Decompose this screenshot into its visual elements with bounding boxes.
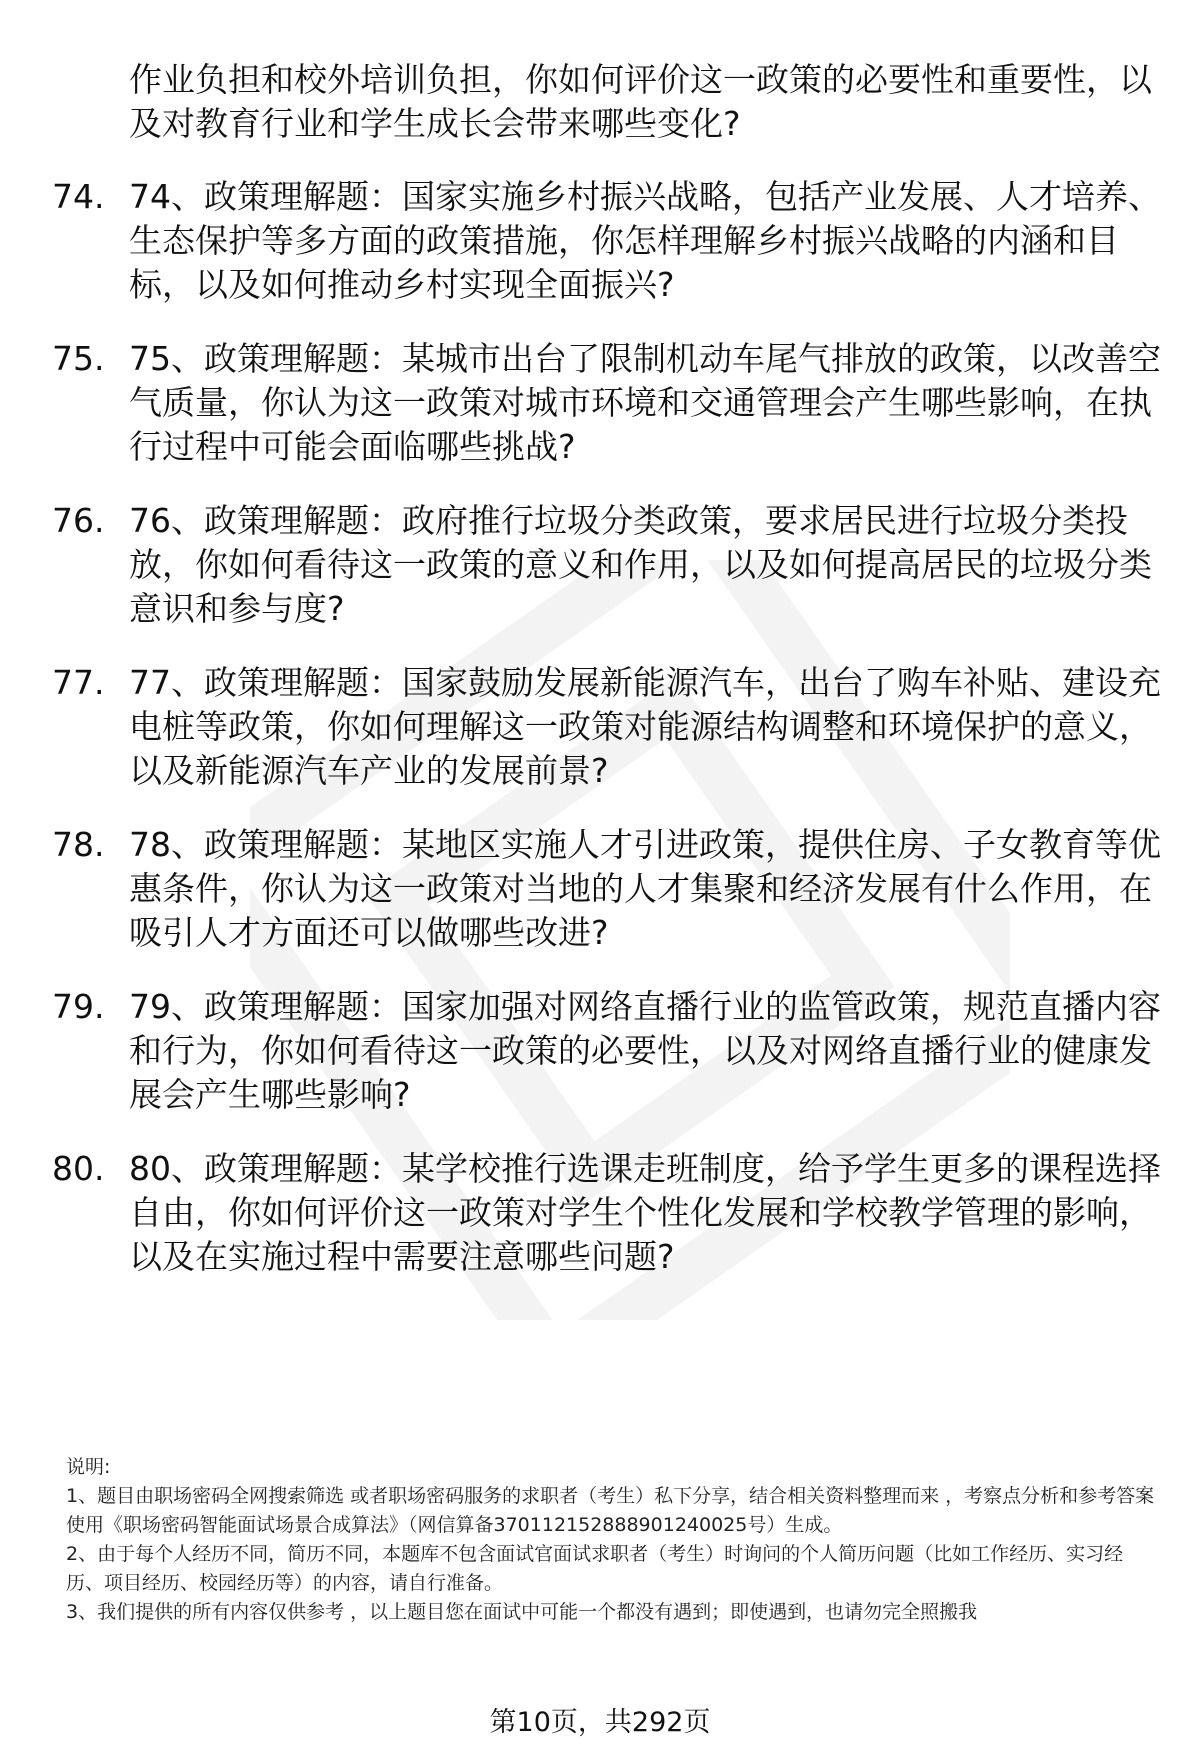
question-number: 76. — [52, 501, 105, 540]
question-number: 78. — [52, 825, 105, 864]
question-text: 74、政策理解题：国家实施乡村振兴战略，包括产业发展、人才培养、生态保护等多方面的政策措施，你怎样理解乡村振兴战略的内涵和目标，以及如何推动乡村实现全面振兴? — [129, 177, 1161, 304]
note-item: 1、题目由职场密码全网搜索筛选 或者职场密码服务的求职者（考生）私下分享，结合相关资料整理而来 ，考察点分析和参考答案使用《职场密码智能面试场景合成算法》（网信算备370112152888901240025号）生成。 — [66, 1485, 1155, 1536]
question-number: 79. — [52, 987, 105, 1026]
question-text: 75、政策理解题：某城市出台了限制机动车尾气排放的政策，以改善空气质量，你认为这一政策对城市环境和交通管理会产生哪些影响，在执行过程中可能会面临哪些挑战? — [129, 339, 1161, 466]
page-number: 第10页，共292页 — [489, 1707, 711, 1738]
note-item: 2、由于每个人经历不同，简历不同，本题库不包含面试官面试求职者（考生）时询问的个人简历问题（比如工作经历、实习经历、项目经历、校园经历等）的内容，请自行准备。 — [66, 1543, 1124, 1594]
question-text: 76、政策理解题：政府推行垃圾分类政策，要求居民进行垃圾分类投放，你如何看待这一政策的意义和作用，以及如何提高居民的垃圾分类意识和参与度? — [129, 501, 1152, 628]
question-text: 79、政策理解题：国家加强对网络直播行业的监管政策，规范直播内容和行为，你如何看待这一政策的必要性，以及对网络直播行业的健康发展会产生哪些影响? — [129, 987, 1161, 1114]
question-text: 80、政策理解题：某学校推行选课走班制度，给予学生更多的课程选择自由，你如何评价这一政策对学生个性化发展和学校教学管理的影响，以及在实施过程中需要注意哪些问题? — [129, 1149, 1161, 1276]
question-number: 75. — [52, 339, 105, 378]
question-text: 78、政策理解题：某地区实施人才引进政策，提供住房、子女教育等优惠条件，你认为这一政策对当地的人才集聚和经济发展有什么作用，在吸引人才方面还可以做哪些改进? — [129, 825, 1161, 952]
question-text: 77、政策理解题：国家鼓励发展新能源汽车，出台了购车补贴、建设充电桩等政策，你如何理解这一政策对能源结构调整和环境保护的意义，以及新能源汽车产业的发展前景? — [129, 663, 1161, 790]
note-item: 3、我们提供的所有内容仅供参考 ，以上题目您在面试中可能一个都没有遇到；即使遇到，也请勿完全照搬我 — [66, 1601, 978, 1623]
continued-question-text: 作业负担和校外培训负担，你如何评价这一政策的必要性和重要性，以及对教育行业和学生成长会带来哪些变化? — [129, 60, 1152, 143]
question-number: 77. — [52, 663, 105, 702]
notes-section — [66, 1453, 1156, 1627]
notes-heading: 说明: — [66, 1456, 111, 1478]
question-number: 80. — [52, 1149, 105, 1188]
question-number: 74. — [52, 177, 105, 216]
